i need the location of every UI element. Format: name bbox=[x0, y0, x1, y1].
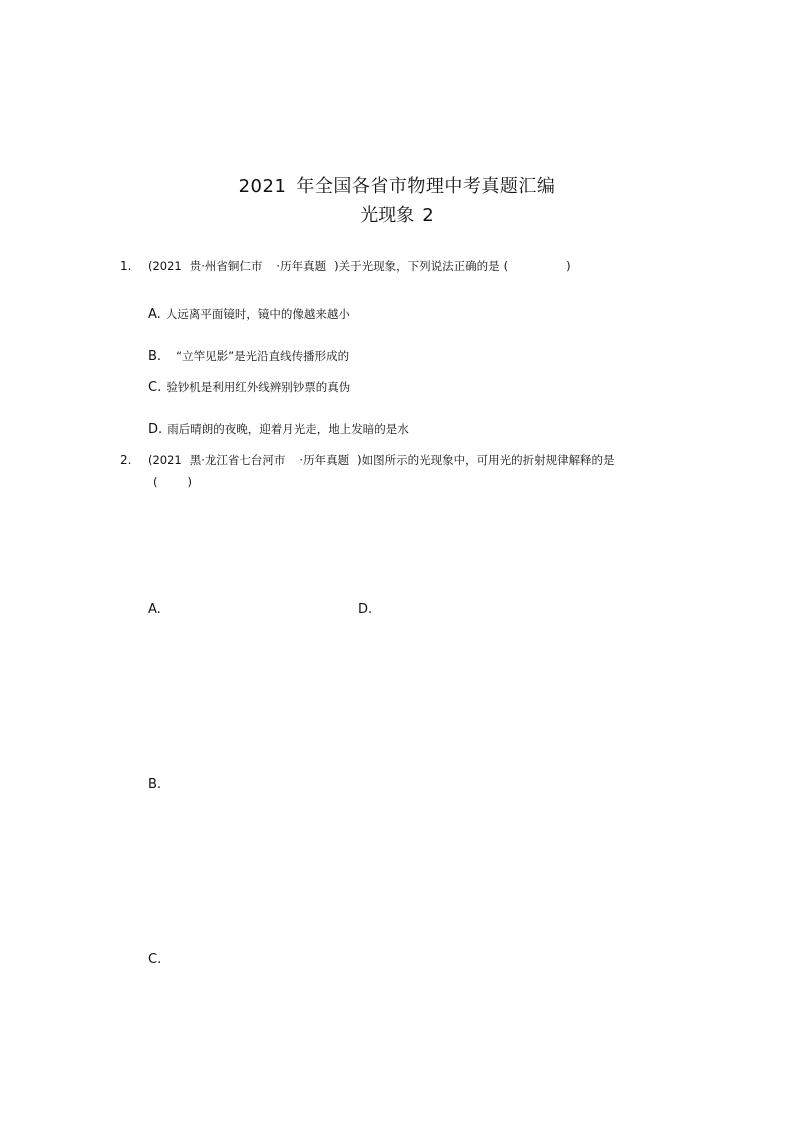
question-2-option-c[interactable]: C. bbox=[148, 952, 162, 967]
question-2-number: 2. bbox=[120, 453, 132, 467]
question-2-stem bbox=[148, 452, 615, 468]
question-2-tag: ·历年真题 bbox=[299, 453, 350, 467]
question-1-option-a[interactable] bbox=[148, 303, 350, 322]
question-1-tag: ·历年真题 bbox=[276, 259, 327, 273]
option-letter: B. bbox=[148, 349, 162, 364]
option-text: 人远离平面镜时，镜中的像越来越小 bbox=[165, 307, 350, 321]
question-1-option-b[interactable] bbox=[148, 345, 349, 364]
question-2-region: 黑·龙江省七台河市 bbox=[189, 453, 286, 467]
question-1-paren-open: ( bbox=[503, 259, 509, 273]
question-1-paren-close: ) bbox=[566, 259, 571, 273]
question-2-text: )如图所示的光现象中，可用光的折射规律解释的是 bbox=[357, 453, 615, 467]
question-1-option-c[interactable] bbox=[148, 376, 350, 395]
question-1-text: )关于光现象，下列说法正确的是 bbox=[334, 259, 500, 273]
question-1-region: 贵·州省铜仁市 bbox=[189, 259, 263, 273]
option-letter: C. bbox=[148, 380, 162, 395]
option-letter: D. bbox=[148, 422, 163, 437]
question-2-answer-paren bbox=[153, 475, 192, 489]
option-letter: A. bbox=[148, 307, 161, 322]
page-title bbox=[0, 172, 794, 198]
question-1-number: 1. bbox=[120, 259, 132, 273]
question-2-option-d[interactable]: D. bbox=[358, 602, 373, 617]
question-2-option-b[interactable]: B. bbox=[148, 777, 162, 792]
question-1-stem bbox=[148, 258, 571, 274]
question-2-paren-close: ) bbox=[187, 475, 192, 489]
question-2-option-a[interactable]: A. bbox=[148, 602, 161, 617]
page-subtitle bbox=[0, 201, 794, 227]
option-text: 雨后晴朗的夜晚，迎着月光走，地上发暗的是水 bbox=[167, 422, 409, 436]
subtitle-text: 光现象 bbox=[360, 205, 415, 226]
title-year: 2021 bbox=[238, 176, 287, 197]
question-1-source: (2021 bbox=[148, 259, 182, 273]
question-1-option-d[interactable] bbox=[148, 418, 409, 437]
question-2-source: (2021 bbox=[148, 453, 182, 467]
title-main: 年全国各省市物理中考真题汇编 bbox=[296, 176, 556, 197]
option-text: “立竿见影”是光沿直线传播形成的 bbox=[176, 349, 350, 363]
option-text: 验钞机是利用红外线辨别钞票的真伪 bbox=[166, 380, 351, 394]
question-2-paren-open: ( bbox=[153, 475, 158, 489]
subtitle-number: 2 bbox=[422, 205, 434, 226]
